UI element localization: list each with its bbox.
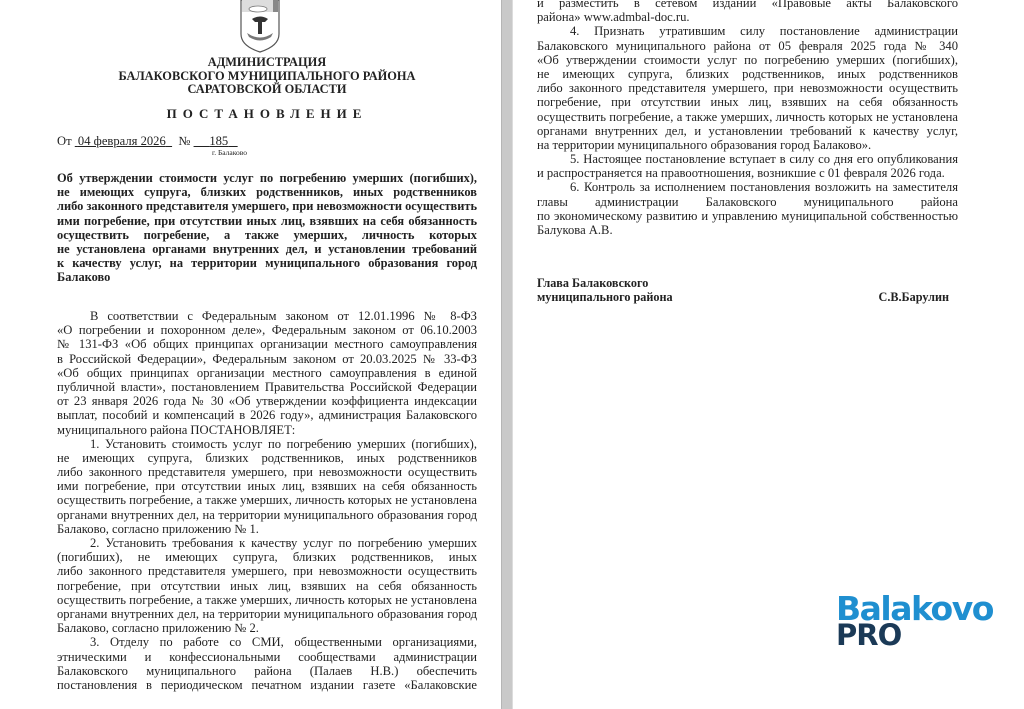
signatory-position: Глава Балаковского bbox=[537, 276, 649, 290]
text-line: (погибших), не имеющих супруга, близких родственников, иных bbox=[57, 550, 477, 565]
text-line: органами внутренних дел, на территории муниципального образования город bbox=[57, 606, 477, 621]
text-line: этническими и конфессиональными сообществами администрации bbox=[57, 649, 477, 664]
paragraph bbox=[537, 0, 958, 24]
text-line: «Об общих принципах организации местного самоуправления в единой bbox=[57, 365, 477, 380]
org-name-line: САРАТОВСКОЙ ОБЛАСТИ bbox=[187, 82, 347, 96]
text-line: 3. Отделу по работе со СМИ, общественными организациями, bbox=[90, 635, 477, 650]
text-line: 1. Установить стоимость услуг по погребению умерших (погибших), bbox=[90, 436, 477, 451]
text-line: не имеющих супруга, близких родственников, иных родственников bbox=[57, 450, 477, 465]
text-line: ими погребение, при отсутствии иных лиц, взявших на себя обязанность bbox=[57, 479, 477, 494]
text-line: главы администрации Балаковского муниципального района bbox=[537, 194, 958, 209]
text-line: по экономическому развитию и управлению муниципальной собственностью bbox=[537, 208, 958, 223]
date-number-line bbox=[57, 134, 238, 149]
document-page-left bbox=[0, 0, 501, 709]
text-line: района» www.admbal-doc.ru. bbox=[537, 10, 690, 25]
document-type-title: ПОСТАНОВЛЕНИЕ bbox=[166, 106, 368, 121]
text-line: либо законного представителя умершего, при невозможности осуществить bbox=[57, 564, 477, 579]
text-line: 4. Признать утратившим силу постановление администрации bbox=[570, 24, 958, 39]
document-subject-title bbox=[57, 171, 477, 285]
text-line: муниципального района ПОСТАНОВЛЯЕТ: bbox=[57, 422, 296, 437]
text-line: погребение, при отсутствии иных лиц, взявших на себя обязанность bbox=[57, 578, 477, 593]
signatory-position: муниципального района bbox=[537, 290, 673, 305]
logo-line2: PRO bbox=[836, 618, 902, 652]
text-line: органами внутренних дел, и установлении требований к качеству услуг, bbox=[537, 123, 958, 138]
text-line: к качеству услуг, на территории муниципального образования город bbox=[57, 256, 477, 271]
coat-of-arms-icon bbox=[238, 0, 282, 54]
text-line: осуществить погребение, а также умерших, личность которых bbox=[57, 227, 477, 242]
date-prefix: От bbox=[57, 134, 72, 148]
document-body-left bbox=[57, 309, 477, 692]
document-body-right bbox=[537, 0, 958, 237]
paragraph bbox=[57, 536, 477, 635]
logo-line1: Balakovo bbox=[836, 589, 993, 628]
document-city: г. Балаково bbox=[212, 148, 248, 157]
text-line: либо законного представителя умершего, при невозможности осуществить bbox=[537, 81, 958, 96]
text-line: погребение, при отсутствии иных лиц, взявших на себя обязанность bbox=[537, 95, 958, 110]
text-line: осуществить погребение, а также умерших, личность которых не установлена bbox=[537, 109, 958, 124]
org-name-line: АДМИНИСТРАЦИЯ bbox=[207, 55, 327, 69]
text-line: не имеющих супруга, близких родственников, иных родственников bbox=[537, 66, 958, 81]
text-line: Балаково, согласно приложению № 1. bbox=[57, 521, 259, 536]
text-line: Об утверждении стоимости услуг по погребению умерших (погибших), bbox=[57, 171, 477, 185]
paragraph bbox=[537, 152, 958, 180]
text-line: Балукова А.В. bbox=[537, 223, 613, 237]
text-line: на территории муниципального образования город Балаково». bbox=[537, 137, 872, 152]
text-line: и разместить в сетевом издании «Правовые акты Балаковского bbox=[537, 0, 958, 10]
document-date: 04 февраля 2026 bbox=[77, 134, 166, 148]
text-line: Балаково bbox=[57, 270, 111, 285]
text-line: 2. Установить требования к качеству услуг по погребению умерших bbox=[90, 536, 477, 550]
text-line: В соответствии с Федеральным законом от 12.01.1996 № 8-ФЗ bbox=[90, 309, 477, 323]
paragraph bbox=[57, 309, 477, 437]
page-separator bbox=[501, 0, 513, 709]
text-line: Балаковского муниципального района от 05 февраля 2025 года № 340 bbox=[537, 38, 958, 53]
paragraph bbox=[57, 635, 477, 692]
text-line: ими погребение, при отсутствии иных лиц, взявших на себя обязанность bbox=[57, 213, 477, 228]
signatory-name: С.В.Барулин bbox=[878, 290, 949, 305]
org-name-line: БАЛАКОВСКОГО МУНИЦИПАЛЬНОГО РАЙОНА bbox=[118, 69, 416, 83]
text-line: осуществить погребение, а также умерших, личность которых не установлена bbox=[57, 592, 477, 607]
paragraph bbox=[537, 24, 958, 152]
text-line: «О погребении и похоронном деле», Федеральным законом от 06.10.2003 bbox=[57, 323, 477, 338]
signature-block bbox=[537, 276, 949, 305]
text-line: осуществить погребение, а также умерших, личность которых не установлена bbox=[57, 493, 477, 508]
text-line: в Российской Федерации», Федеральным законом от 20.03.2025 № 33-ФЗ bbox=[57, 351, 477, 366]
text-line: не имеющих супруга, близких родственников, иных родственников bbox=[57, 185, 477, 200]
paragraph bbox=[57, 437, 477, 536]
number-prefix: № bbox=[178, 134, 191, 148]
text-line: Балаково, согласно приложению № 2. bbox=[57, 621, 259, 636]
text-line: либо законного представителя умершего, при невозможности осуществить bbox=[57, 199, 477, 214]
text-line: Балаковского муниципального района (Палаев Н.В.) обеспечить bbox=[57, 663, 477, 678]
text-line: № 131-ФЗ «Об общих принципах организации местного самоуправления bbox=[57, 337, 477, 352]
text-line: 5. Настоящее постановление вступает в силу со дня его опубликования bbox=[570, 152, 958, 167]
text-line: «Об утверждении стоимости услуг по погребению умерших (погибших), bbox=[537, 52, 958, 67]
text-line: органами внутренних дел, на территории муниципального образования город bbox=[57, 507, 477, 522]
paragraph bbox=[537, 180, 958, 237]
text-line: 6. Контроль за исполнением постановления возложить на заместителя bbox=[570, 180, 958, 195]
text-line: либо законного представителя умершего, при невозможности осуществить bbox=[57, 465, 477, 480]
document-number: 185 bbox=[209, 134, 229, 148]
text-line: выплат, пособий и компенсаций в 2026 году», администрация Балаковского bbox=[57, 408, 477, 423]
text-line: постановления в периодическом печатном издании газете «Балаковские bbox=[57, 677, 477, 692]
text-line: не установлена органами внутренних дел, и установлении требований bbox=[57, 241, 477, 256]
text-line: от 23 января 2026 года № 30 «Об утверждении коэффициента индексации bbox=[57, 394, 477, 409]
balakovo-pro-watermark-logo bbox=[836, 589, 993, 652]
text-line: публичной власти», постановлением Правительства Российской Федерации bbox=[57, 379, 477, 394]
text-line: и распространяется на правоотношения, возникшие с 01 февраля 2026 года. bbox=[537, 166, 945, 181]
